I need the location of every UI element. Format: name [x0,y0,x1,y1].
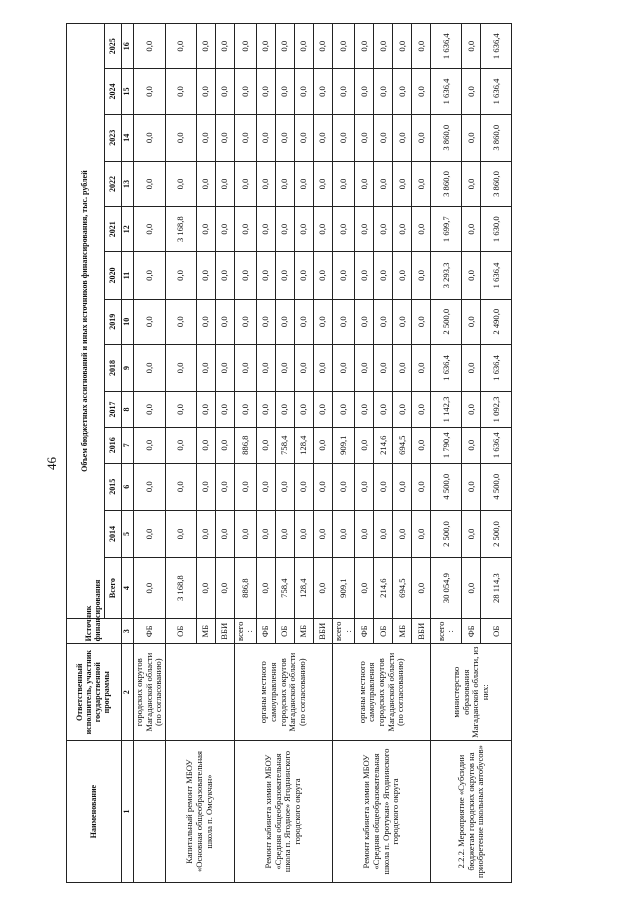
row-value: 0,0 [355,510,374,557]
header-year: 2021 [105,207,122,252]
row-value: 0,0 [215,24,234,69]
row-value: 0,0 [196,344,215,391]
header-year: 2019 [105,299,122,344]
row-value: 1 790,4 [431,427,462,463]
row-name: 2.2.2. Мероприятие «Субсидии бюджетам городских округов на приобретение школьных автобусов» [431,741,512,883]
row-name: Ремонт кабинета химии МБОУ «Средняя общеобразовательная школа п. Ягодное» Ягоднинского городского округа [234,741,332,883]
row-value: 0,0 [374,344,393,391]
row-value: 0,0 [276,392,295,428]
row-source: ВБИ [215,619,234,644]
row-value: 0,0 [374,252,393,299]
row-value: 0,0 [333,344,355,391]
header-year: 2016 [105,427,122,463]
row-value: 1 636,4 [431,344,462,391]
row-value: 0,0 [393,344,412,391]
row-value: 0,0 [462,558,481,619]
row-value: 0,0 [314,463,333,510]
row-value: 3 168,8 [165,558,196,619]
row-value: 0,0 [295,161,314,206]
row-value: 0,0 [314,69,333,114]
row-value: 0,0 [165,161,196,206]
row-value: 3 860,0 [431,114,462,161]
row-value: 1 636,4 [481,24,512,69]
row-value: 0,0 [462,252,481,299]
row-value: 0,0 [257,114,276,161]
row-value: 0,0 [462,114,481,161]
row-value: 0,0 [215,114,234,161]
row-value: 0,0 [165,510,196,557]
row-value: 0,0 [234,207,256,252]
row-source: всего : [333,619,355,644]
row-value: 1 636,4 [481,69,512,114]
row-value: 0,0 [412,207,431,252]
row-value: 28 114,3 [481,558,512,619]
row-value: 694,5 [393,427,412,463]
row-value: 1 699,7 [431,207,462,252]
table-row [431,24,462,883]
row-value: 0,0 [355,392,374,428]
row-value: 0,0 [133,114,165,161]
row-source: ВБИ [412,619,431,644]
row-value: 0,0 [133,207,165,252]
row-value: 0,0 [393,252,412,299]
row-value: 0,0 [133,344,165,391]
header-year: 2017 [105,392,122,428]
row-value: 0,0 [355,344,374,391]
row-value: 0,0 [412,69,431,114]
row-value: 0,0 [234,392,256,428]
row-value: 0,0 [257,510,276,557]
row-value: 0,0 [412,558,431,619]
row-value: 0,0 [355,24,374,69]
row-value: 0,0 [295,463,314,510]
column-index: 7 [122,427,134,463]
row-value: 909,1 [333,558,355,619]
row-value: 0,0 [276,344,295,391]
row-value: 0,0 [355,427,374,463]
row-value: 0,0 [333,161,355,206]
table-row [165,24,196,883]
row-value: 0,0 [314,24,333,69]
column-index: 4 [122,558,134,619]
row-value: 0,0 [234,510,256,557]
column-index: 13 [122,161,134,206]
row-value: 0,0 [133,558,165,619]
row-value: 0,0 [234,69,256,114]
column-index: 1 [122,741,134,883]
row-value: 0,0 [276,463,295,510]
row-value: 0,0 [374,114,393,161]
column-index: 15 [122,69,134,114]
row-value: 0,0 [393,463,412,510]
row-value: 0,0 [257,207,276,252]
row-value: 0,0 [165,24,196,69]
row-value: 0,0 [333,510,355,557]
row-value: 0,0 [333,114,355,161]
row-value: 1 630,0 [481,207,512,252]
row-value: 0,0 [314,344,333,391]
row-value: 0,0 [314,427,333,463]
row-value: 0,0 [196,24,215,69]
row-value: 0,0 [165,69,196,114]
row-source: ОБ [165,619,196,644]
row-value: 0,0 [196,463,215,510]
row-value: 0,0 [393,69,412,114]
header-year: 2014 [105,510,122,557]
row-value: 0,0 [196,299,215,344]
row-responsible: органы местного самоуправления городских округов Магаданской области (по согласованию) [333,644,431,741]
row-value: 0,0 [462,161,481,206]
row-value: 0,0 [355,252,374,299]
row-value: 0,0 [355,69,374,114]
row-value: 0,0 [196,510,215,557]
row-value: 0,0 [196,114,215,161]
row-value: 0,0 [462,392,481,428]
row-value: 0,0 [215,344,234,391]
table-row [133,24,165,883]
row-value: 0,0 [215,392,234,428]
row-source: МБ [393,619,412,644]
row-value: 0,0 [257,463,276,510]
row-value: 0,0 [215,69,234,114]
row-source: ОБ [481,619,512,644]
column-index: 11 [122,252,134,299]
row-source: МБ [295,619,314,644]
row-value: 0,0 [355,161,374,206]
header-year: 2023 [105,114,122,161]
row-value: 0,0 [412,114,431,161]
funding-table [66,23,512,883]
row-value: 3 293,3 [431,252,462,299]
row-value: 0,0 [295,344,314,391]
header-source: Источник финансирования [67,619,122,644]
row-value: 694,5 [393,558,412,619]
header-total: Всего [105,558,122,619]
column-index: 6 [122,463,134,510]
row-value: 0,0 [412,161,431,206]
row-value: 1 636,4 [431,24,462,69]
row-value: 2 500,0 [431,299,462,344]
row-value: 1 636,4 [481,252,512,299]
row-value: 214,6 [374,427,393,463]
row-value: 1 636,4 [431,69,462,114]
row-source: ФБ [462,619,481,644]
row-value: 0,0 [165,299,196,344]
row-value: 0,0 [333,207,355,252]
row-value: 0,0 [165,114,196,161]
row-value: 0,0 [374,299,393,344]
row-value: 0,0 [196,207,215,252]
table-body [122,24,512,883]
row-value: 0,0 [133,252,165,299]
row-value: 0,0 [234,161,256,206]
row-value: 3 860,0 [481,161,512,206]
row-value: 1 636,4 [481,427,512,463]
row-value: 0,0 [257,299,276,344]
row-value: 0,0 [314,558,333,619]
row-value: 0,0 [165,427,196,463]
row-value: 0,0 [133,392,165,428]
row-value: 0,0 [393,392,412,428]
row-value: 30 054,9 [431,558,462,619]
row-value: 4 500,0 [481,463,512,510]
page-number: 46 [44,457,59,470]
row-value: 0,0 [295,392,314,428]
row-value: 0,0 [412,510,431,557]
row-value: 0,0 [215,427,234,463]
row-value: 0,0 [276,114,295,161]
row-value: 0,0 [295,252,314,299]
column-index: 5 [122,510,134,557]
row-value: 0,0 [333,252,355,299]
header-year: 2018 [105,344,122,391]
row-value: 0,0 [133,510,165,557]
row-source: ФБ [257,619,276,644]
row-value: 0,0 [234,344,256,391]
row-source: ФБ [133,619,165,644]
row-value: 0,0 [355,558,374,619]
row-value: 0,0 [333,299,355,344]
row-responsible: городских округов Магаданской области (по согласованию) [133,644,165,741]
row-source: всего : [234,619,256,644]
row-value: 0,0 [196,69,215,114]
row-value: 0,0 [462,207,481,252]
row-value: 0,0 [374,463,393,510]
row-value: 0,0 [133,69,165,114]
row-value: 0,0 [133,299,165,344]
row-value: 0,0 [374,69,393,114]
row-value: 886,8 [234,558,256,619]
row-value: 0,0 [412,463,431,510]
column-index: 2 [122,644,134,741]
row-value: 0,0 [462,463,481,510]
row-value: 0,0 [355,114,374,161]
row-value: 0,0 [215,161,234,206]
row-value: 0,0 [196,558,215,619]
header-responsible: Ответственный исполнитель, участник государственной программы [67,644,122,741]
row-value: 0,0 [314,252,333,299]
row-value: 0,0 [412,252,431,299]
row-value: 0,0 [215,207,234,252]
row-value: 0,0 [355,207,374,252]
row-value: 0,0 [133,24,165,69]
row-value: 4 500,0 [431,463,462,510]
row-value: 0,0 [374,392,393,428]
row-value: 0,0 [257,161,276,206]
row-source: ОБ [276,619,295,644]
row-value: 0,0 [333,24,355,69]
row-value: 0,0 [462,344,481,391]
row-value: 0,0 [165,463,196,510]
column-index: 14 [122,114,134,161]
row-value: 0,0 [314,392,333,428]
row-value: 0,0 [295,69,314,114]
row-value: 0,0 [393,114,412,161]
column-index: 8 [122,392,134,428]
row-value: 0,0 [393,299,412,344]
header-funding: Объем бюджетных ассигнований и иных источников финансирования, тыс. рублей [67,24,105,619]
row-name: Ремонт кабинета химии МБОУ «Средняя общеобразовательная школа п. Оротукан» Ягоднинского городского округа [333,741,431,883]
row-value: 128,4 [295,558,314,619]
column-index: 16 [122,24,134,69]
row-value: 0,0 [234,299,256,344]
row-value: 0,0 [462,510,481,557]
row-value: 0,0 [412,427,431,463]
row-value: 758,4 [276,558,295,619]
row-value: 0,0 [196,161,215,206]
row-value: 0,0 [333,463,355,510]
row-value: 0,0 [314,114,333,161]
row-value: 0,0 [412,392,431,428]
row-value: 0,0 [462,69,481,114]
row-value: 0,0 [412,344,431,391]
row-value: 0,0 [295,207,314,252]
row-source: МБ [196,619,215,644]
row-value: 0,0 [257,427,276,463]
row-value: 0,0 [276,252,295,299]
row-responsible [165,644,234,741]
row-value: 0,0 [215,558,234,619]
row-value: 0,0 [393,510,412,557]
row-name [133,741,165,883]
row-value: 0,0 [462,299,481,344]
column-index: 10 [122,299,134,344]
row-value: 2 500,0 [431,510,462,557]
row-value: 0,0 [393,24,412,69]
row-value: 0,0 [215,252,234,299]
row-value: 0,0 [257,252,276,299]
column-index: 3 [122,619,134,644]
row-value: 0,0 [276,24,295,69]
row-value: 0,0 [257,69,276,114]
row-value: 128,4 [295,427,314,463]
row-responsible: министерство образования Магаданской области, из них: [431,644,512,741]
table-row [234,24,256,883]
row-name: Капитальный ремонт МБОУ «Основная общеобразовательная школа п. Омсукчан» [165,741,234,883]
header-year: 2020 [105,252,122,299]
row-value: 0,0 [234,114,256,161]
row-source: всего : [431,619,462,644]
row-value: 2 490,0 [481,299,512,344]
row-value: 0,0 [215,463,234,510]
row-value: 3 860,0 [431,161,462,206]
row-value: 0,0 [314,510,333,557]
header-name: Наименование [67,741,122,883]
row-value: 0,0 [374,510,393,557]
row-value: 758,4 [276,427,295,463]
row-value: 0,0 [374,207,393,252]
row-value: 0,0 [276,510,295,557]
row-value: 0,0 [196,427,215,463]
row-value: 0,0 [393,161,412,206]
row-source: ВБИ [314,619,333,644]
row-value: 3 168,8 [165,207,196,252]
row-value: 0,0 [462,24,481,69]
row-value: 0,0 [257,392,276,428]
row-value: 0,0 [234,24,256,69]
row-value: 0,0 [412,299,431,344]
row-value: 0,0 [355,463,374,510]
row-value: 0,0 [234,252,256,299]
row-value: 1 092,3 [481,392,512,428]
row-responsible: органы местного самоуправления городских округов Магаданской области (по согласованию) [234,644,332,741]
row-value: 0,0 [133,161,165,206]
header-year: 2025 [105,24,122,69]
row-value: 0,0 [295,299,314,344]
row-value: 0,0 [295,114,314,161]
row-value: 0,0 [374,161,393,206]
row-value: 0,0 [314,299,333,344]
row-source: ОБ [374,619,393,644]
column-index-row [122,24,134,883]
header-year: 2022 [105,161,122,206]
row-value: 0,0 [196,252,215,299]
row-value: 0,0 [412,24,431,69]
row-value: 0,0 [196,392,215,428]
row-value: 0,0 [257,344,276,391]
row-value: 0,0 [234,463,256,510]
row-value: 0,0 [355,299,374,344]
header-year: 2015 [105,463,122,510]
row-value: 214,6 [374,558,393,619]
table-row [333,24,355,883]
row-value: 0,0 [133,427,165,463]
row-value: 0,0 [314,161,333,206]
row-source: ФБ [355,619,374,644]
row-value: 0,0 [215,510,234,557]
row-value: 0,0 [215,299,234,344]
row-value: 3 860,0 [481,114,512,161]
row-value: 1 142,3 [431,392,462,428]
row-value: 0,0 [333,392,355,428]
row-value: 0,0 [393,207,412,252]
row-value: 2 500,0 [481,510,512,557]
row-value: 0,0 [295,510,314,557]
row-value: 0,0 [314,207,333,252]
row-value: 0,0 [374,24,393,69]
row-value: 1 636,4 [481,344,512,391]
row-value: 0,0 [165,392,196,428]
row-value: 909,1 [333,427,355,463]
row-value: 0,0 [462,427,481,463]
row-value: 0,0 [276,299,295,344]
row-value: 886,8 [234,427,256,463]
column-index: 9 [122,344,134,391]
row-value: 0,0 [165,344,196,391]
row-value: 0,0 [165,252,196,299]
row-value: 0,0 [276,207,295,252]
row-value: 0,0 [295,24,314,69]
row-value: 0,0 [276,69,295,114]
row-value: 0,0 [133,463,165,510]
row-value: 0,0 [257,24,276,69]
header-year: 2024 [105,69,122,114]
row-value: 0,0 [257,558,276,619]
row-value: 0,0 [276,161,295,206]
row-value: 0,0 [333,69,355,114]
column-index: 12 [122,207,134,252]
